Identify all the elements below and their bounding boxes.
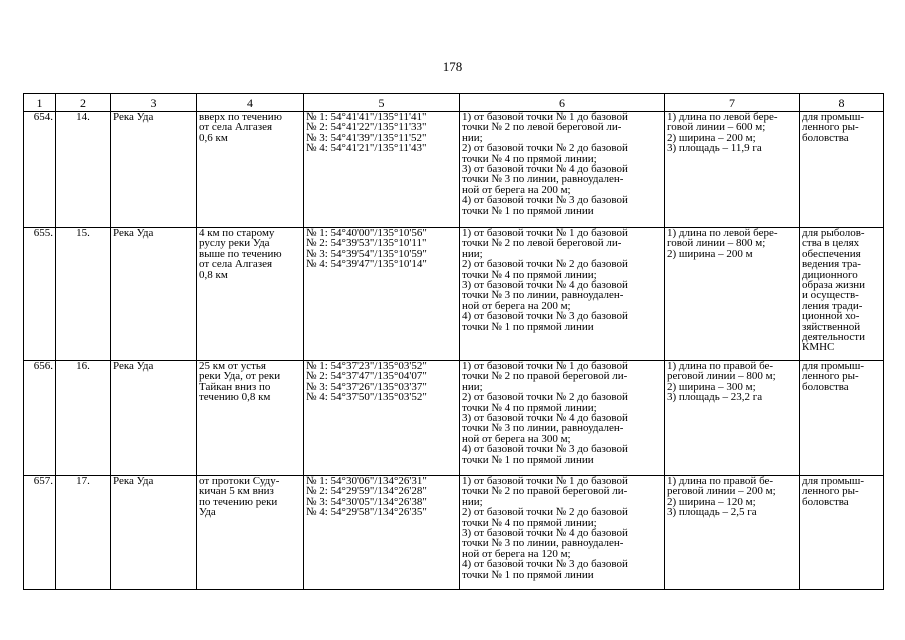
site-purpose: для промыш- ленного ры- боловства: [800, 112, 884, 228]
base-point-coordinates: № 1: 54°37'23"/135°03'52" № 2: 54°37'47"/135°04'07" № 3: 54°37'26"/135°03'37" № 4: 54°37'50"/135°03'52": [304, 361, 460, 476]
site-parameters: 1) длина по правой бе- реговой линии – 800 м; 2) ширина – 300 м; 3) площадь – 23,2 га: [665, 361, 800, 476]
sub-number: 17.: [56, 476, 111, 590]
site-purpose: для промыш- ленного ры- боловства: [800, 361, 884, 476]
base-point-coordinates: № 1: 54°30'06"/134°26'31" № 2: 54°29'59"/134°26'28" № 3: 54°30'05"/134°26'38" № 4: 54°29'58"/134°26'35": [304, 476, 460, 590]
row-number: 657.: [24, 476, 56, 590]
base-point-coordinates: № 1: 54°40'00"/135°10'56" № 2: 54°39'53"/135°10'11" № 3: 54°39'54"/135°10'59" № 4: 54°39'47"/135°10'14": [304, 228, 460, 361]
river-name: Река Уда: [111, 476, 197, 590]
site-purpose: для рыболов- ства в целях обеспечения ведения тра- диционного образа жизни и осуществ- ления тради- ционной хо- зяйственной деятельности КМНС: [800, 228, 884, 361]
table-row: [24, 112, 884, 228]
site-purpose: для промыш- ленного ры- боловства: [800, 476, 884, 590]
column-header: 4: [197, 94, 304, 112]
location-description: 4 км по старому руслу реки Уда выше по течению от села Алгазея 0,8 км: [197, 228, 304, 361]
boundary-description: 1) от базовой точки № 1 до базовой точки № 2 по левой береговой ли- нии; 2) от базовой точки № 2 до базовой точки № 4 по прямой линии; 3) от базовой точки № 4 до базовой точки № 3 по линии, равноудален- ной от берега на 200 м; 4) от базовой точки № 3 до базовой точки № 1 по прямой линии: [460, 112, 665, 228]
column-header: 8: [800, 94, 884, 112]
sub-number: 14.: [56, 112, 111, 228]
site-parameters: 1) длина по левой бере- говой линии – 600 м; 2) ширина – 200 м; 3) площадь – 11,9 га: [665, 112, 800, 228]
fishing-sites-table: [23, 93, 884, 590]
sub-number: 16.: [56, 361, 111, 476]
table-row: [24, 361, 884, 476]
row-number: 656.: [24, 361, 56, 476]
river-name: Река Уда: [111, 112, 197, 228]
river-name: Река Уда: [111, 228, 197, 361]
table-row: [24, 228, 884, 361]
site-parameters: 1) длина по правой бе- реговой линии – 200 м; 2) ширина – 120 м; 3) площадь – 2,5 га: [665, 476, 800, 590]
sub-number: 15.: [56, 228, 111, 361]
table-header-row: [24, 94, 884, 112]
column-header: 6: [460, 94, 665, 112]
column-header: 2: [56, 94, 111, 112]
location-description: от протоки Суду- кичан 5 км вниз по течению реки Уда: [197, 476, 304, 590]
location-description: 25 км от устья реки Уда, от реки Тайкан вниз по течению 0,8 км: [197, 361, 304, 476]
site-parameters: 1) длина по левой бере- говой линии – 800 м; 2) ширина – 200 м: [665, 228, 800, 361]
row-number: 654.: [24, 112, 56, 228]
boundary-description: 1) от базовой точки № 1 до базовой точки № 2 по правой береговой ли- нии; 2) от базовой точки № 2 до базовой точки № 4 по прямой линии; 3) от базовой точки № 4 до базовой точки № 3 по линии, равноудален- ной от берега на 300 м; 4) от базовой точки № 3 до базовой точки № 1 по прямой линии: [460, 361, 665, 476]
location-description: вверх по течению от села Алгазея 0,6 км: [197, 112, 304, 228]
boundary-description: 1) от базовой точки № 1 до базовой точки № 2 по правой береговой ли- нии; 2) от базовой точки № 2 до базовой точки № 4 по прямой линии; 3) от базовой точки № 4 до базовой точки № 3 по линии, равноудален- ной от берега на 120 м; 4) от базовой точки № 3 до базовой точки № 1 по прямой линии: [460, 476, 665, 590]
row-number: 655.: [24, 228, 56, 361]
column-header: 3: [111, 94, 197, 112]
page-number: 178: [442, 59, 463, 74]
column-header: 5: [304, 94, 460, 112]
base-point-coordinates: № 1: 54°41'41"/135°11'41" № 2: 54°41'22"/135°11'33" № 3: 54°41'39"/135°11'52" № 4: 54°41'21"/135°11'43": [304, 112, 460, 228]
river-name: Река Уда: [111, 361, 197, 476]
column-header: 1: [24, 94, 56, 112]
boundary-description: 1) от базовой точки № 1 до базовой точки № 2 по левой береговой ли- нии; 2) от базовой точки № 2 до базовой точки № 4 по прямой линии; 3) от базовой точки № 4 до базовой точки № 3 по линии, равноудален- ной от берега на 200 м; 4) от базовой точки № 3 до базовой точки № 1 по прямой линии: [460, 228, 665, 361]
table-row: [24, 476, 884, 590]
column-header: 7: [665, 94, 800, 112]
